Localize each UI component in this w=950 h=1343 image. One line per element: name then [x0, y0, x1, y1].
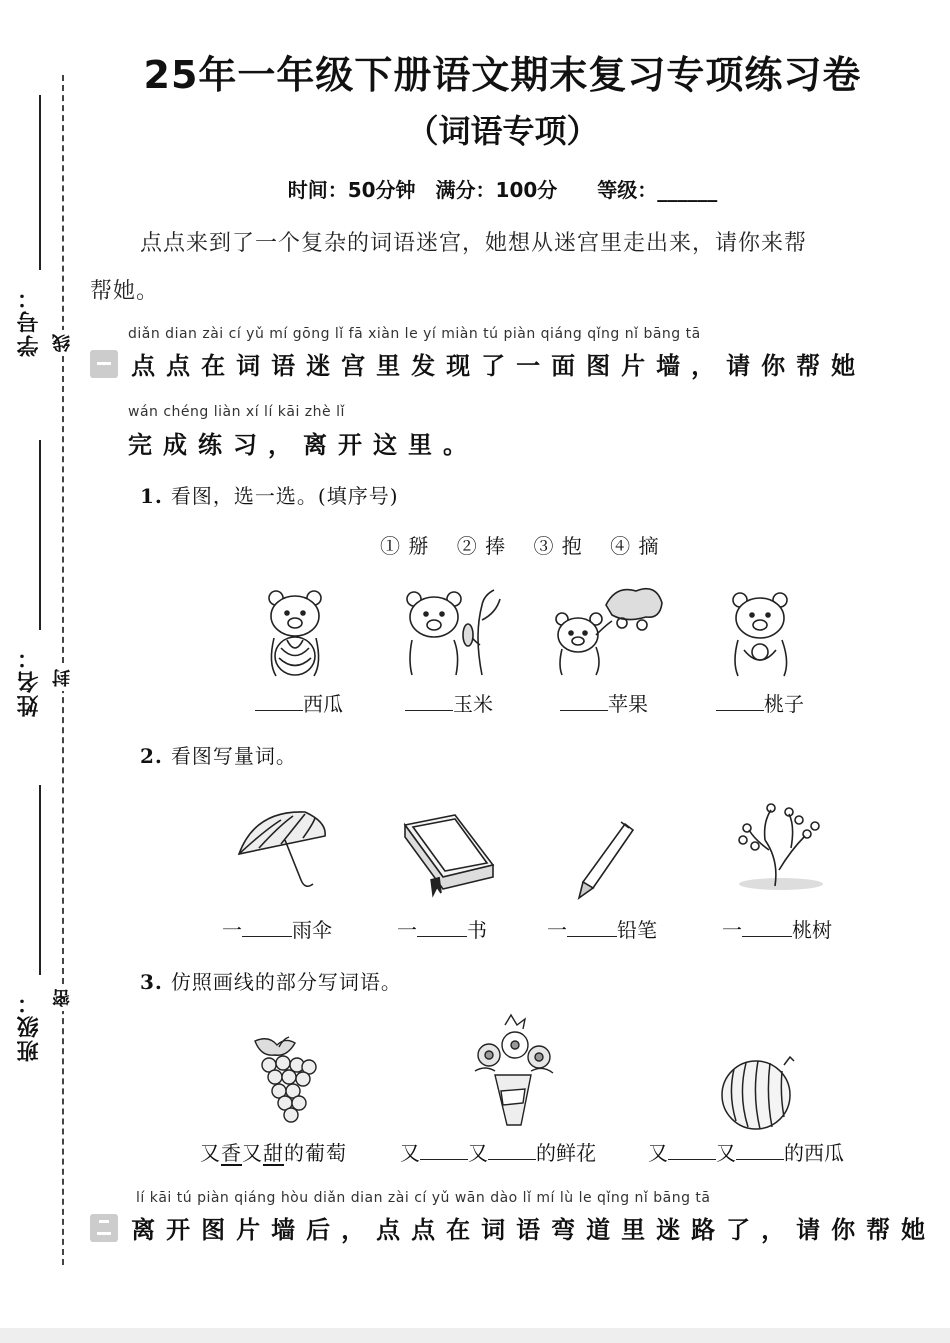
q1-option-3: ③ 抱: [533, 534, 583, 558]
student-no-line: [39, 95, 41, 270]
section1-heading: [90, 346, 866, 381]
exam-meta: 时间：50分钟 满分：100分 等级：______: [287, 178, 718, 202]
q1-prompt: [140, 480, 399, 509]
name-line: [39, 440, 41, 630]
q1-blank-1[interactable]: [255, 708, 303, 711]
intro-line-2: 帮她。: [90, 279, 160, 304]
section2-pinyin: lí kāi tú piàn qiáng hòu diǎn dian zài cí yǔ wān dào lǐ mí lù le qǐng nǐ bāng tā: [136, 1190, 711, 1206]
q3-blank-2a[interactable]: [420, 1157, 468, 1160]
q2-blank-3[interactable]: [567, 934, 617, 937]
q1-option-4: ④ 摘: [610, 534, 660, 558]
q1-item-1: [255, 688, 343, 717]
q3-example-b: 甜: [263, 1141, 284, 1165]
q1-item-2: [405, 688, 493, 717]
mark-secret: 密: [50, 985, 76, 1011]
section-one-badge-icon: [90, 350, 118, 378]
q1-number: 1.: [140, 484, 163, 508]
page-title: 25年一年级下册语文期末复习专项练习卷: [143, 53, 862, 97]
q1-item-4-text: 桃子: [764, 692, 804, 716]
q3-item-3-you-2: 又: [716, 1141, 736, 1165]
q3-example-mid: 又: [242, 1141, 263, 1165]
q3-item-2-you-2: 又: [468, 1141, 488, 1165]
q3-example: [200, 1137, 347, 1166]
bear-holding-watermelon-icon: [262, 588, 332, 678]
section-two-badge-icon: [90, 1214, 118, 1242]
section1-text-2: 完成练习，离开这里。: [128, 431, 478, 459]
class-label: 班级：: [17, 990, 42, 1062]
q1-blank-4[interactable]: [716, 708, 764, 711]
q2-item-3: [547, 914, 657, 943]
q1-blank-3[interactable]: [560, 708, 608, 711]
student-no-label: 学号：: [17, 285, 42, 357]
q2-prefix-4: 一: [722, 918, 742, 942]
name-label: 姓名：: [17, 645, 42, 717]
q3-item-2: [400, 1137, 596, 1166]
page-bottom-bar: [0, 1328, 950, 1343]
q1-blank-2[interactable]: [405, 708, 453, 711]
grapes-icon: [245, 1035, 320, 1125]
q2-prefix-3: 一: [547, 918, 567, 942]
q3-item-3-you-1: 又: [648, 1141, 668, 1165]
q2-blank-4[interactable]: [742, 934, 792, 937]
q3-number: 3.: [140, 970, 163, 994]
q3-example-pre: 又: [200, 1141, 221, 1165]
page-subtitle: （词语专项）: [406, 112, 599, 150]
q3-blank-2b[interactable]: [488, 1157, 536, 1160]
q2-prefix-2: 一: [397, 918, 417, 942]
q1-item-3: [560, 688, 648, 717]
q2-item-1-text: 雨伞: [292, 918, 332, 942]
q3-text: 仿照画线的部分写词语。: [170, 970, 402, 994]
q2-number: 2.: [140, 744, 163, 768]
q2-prompt: [140, 740, 297, 769]
q1-text: 看图，选一选。(填序号): [170, 484, 399, 508]
q2-text: 看图写量词。: [170, 744, 297, 768]
bear-corn-plant-icon: [404, 585, 504, 677]
pencil-icon: [575, 822, 635, 902]
q2-blank-2[interactable]: [417, 934, 467, 937]
class-line: [39, 785, 41, 975]
q3-item-2-you-1: 又: [400, 1141, 420, 1165]
section1-text-1: 点点在词语迷宫里发现了一面图片墙，请你帮她: [131, 352, 867, 380]
q3-item-2-text: 的鲜花: [536, 1141, 596, 1165]
q2-item-2: [397, 914, 487, 943]
q2-item-4: [722, 914, 832, 943]
q2-item-2-text: 书: [467, 918, 487, 942]
q1-item-4: [716, 688, 804, 717]
watermelon-icon: [718, 1055, 798, 1130]
umbrella-icon: [235, 810, 330, 890]
peach-tree-icon: [735, 800, 830, 892]
q2-item-3-text: 铅笔: [617, 918, 657, 942]
section1-pinyin-2: wán chéng liàn xí lí kāi zhè lǐ: [128, 404, 345, 420]
q1-option-2: ② 捧: [456, 534, 507, 558]
q3-prompt: [140, 966, 402, 995]
q3-item-3: [648, 1137, 844, 1166]
section2-heading: [90, 1210, 936, 1245]
section2-text: 离开图片墙后，点点在词语弯道里迷路了，请你帮她: [131, 1216, 937, 1244]
q3-example-a: 香: [221, 1141, 242, 1165]
mark-seal: 封: [50, 665, 76, 691]
book-icon: [395, 815, 495, 895]
q3-item-3-text: 的西瓜: [784, 1141, 844, 1165]
q2-blank-1[interactable]: [242, 934, 292, 937]
q1-option-1: ① 掰: [380, 534, 430, 558]
q2-item-4-text: 桃树: [792, 918, 832, 942]
q1-options: [370, 530, 670, 559]
q1-item-3-text: 苹果: [608, 692, 648, 716]
q3-blank-3a[interactable]: [668, 1157, 716, 1160]
section1-pinyin-1: diǎn dian zài cí yǔ mí gōng lǐ fā xiàn le yí miàn tú piàn qiáng qǐng nǐ bāng tā: [128, 326, 701, 342]
intro-line-1: 点点来到了一个复杂的词语迷宫，她想从迷宫里走出来，请你来帮: [140, 231, 808, 256]
q1-item-1-text: 西瓜: [303, 692, 343, 716]
bear-holding-peach-icon: [728, 590, 798, 678]
q3-example-post: 的葡萄: [284, 1141, 347, 1165]
q1-item-2-text: 玉米: [453, 692, 493, 716]
flower-bouquet-icon: [465, 1015, 560, 1130]
q2-item-1: [222, 914, 332, 943]
bear-apple-tree-icon: [556, 585, 666, 677]
q2-prefix-1: 一: [222, 918, 242, 942]
q3-blank-3b[interactable]: [736, 1157, 784, 1160]
mark-line: 线: [50, 330, 76, 356]
